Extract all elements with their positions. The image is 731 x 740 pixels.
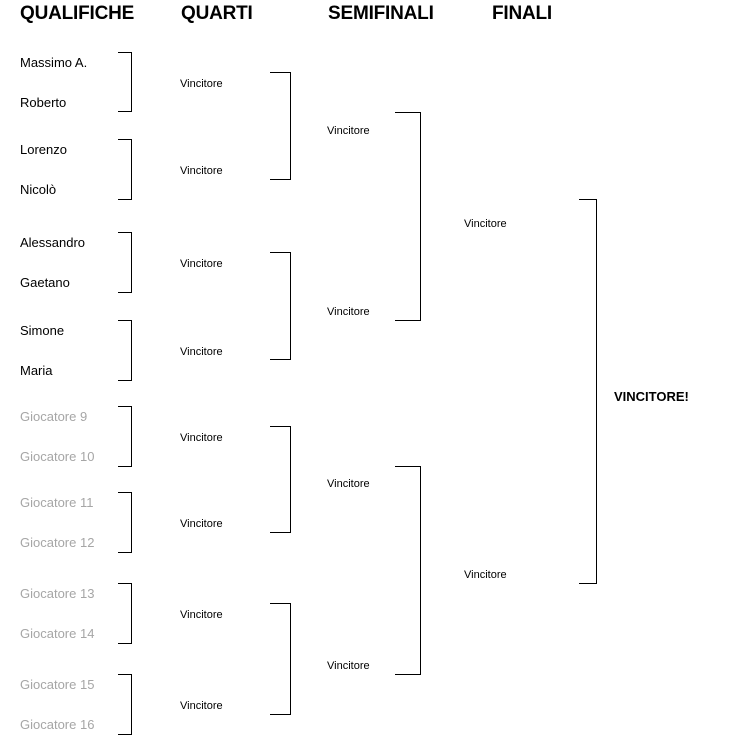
player-3: Lorenzo xyxy=(20,142,67,157)
player-11: Giocatore 11 xyxy=(20,495,94,510)
header-qualifiche: QUALIFICHE xyxy=(20,3,135,24)
finali-winner-2: Vincitore xyxy=(464,569,507,581)
bracket-qualifiche-6 xyxy=(118,492,132,553)
player-16: Giocatore 16 xyxy=(20,717,95,732)
semifinali-winner-3: Vincitore xyxy=(327,478,370,490)
player-8: Maria xyxy=(20,363,53,378)
player-14: Giocatore 14 xyxy=(20,626,95,641)
quarti-winner-6: Vincitore xyxy=(180,518,223,530)
quarti-winner-4: Vincitore xyxy=(180,346,223,358)
player-5: Alessandro xyxy=(20,235,86,250)
header-semifinali: SEMIFINALI xyxy=(328,3,434,24)
bracket-semifinali-2 xyxy=(395,466,421,675)
champion-label: VINCITORE! xyxy=(614,389,689,404)
player-10: Giocatore 10 xyxy=(20,449,95,464)
player-2: Roberto xyxy=(20,95,67,110)
bracket-qualifiche-7 xyxy=(118,583,132,644)
bracket-finali xyxy=(579,199,597,584)
bracket-qualifiche-8 xyxy=(118,674,132,735)
quarti-winner-5: Vincitore xyxy=(180,432,223,444)
quarti-winner-7: Vincitore xyxy=(180,609,223,621)
header-quarti: QUARTI xyxy=(181,3,253,24)
player-4: Nicolò xyxy=(20,182,57,197)
bracket-qualifiche-2 xyxy=(118,139,132,200)
player-12: Giocatore 12 xyxy=(20,535,95,550)
player-13: Giocatore 13 xyxy=(20,586,95,601)
header-finali: FINALI xyxy=(492,3,553,24)
semifinali-winner-4: Vincitore xyxy=(327,660,370,672)
quarti-winner-2: Vincitore xyxy=(180,165,223,177)
semifinali-winner-1: Vincitore xyxy=(327,125,370,137)
player-9: Giocatore 9 xyxy=(20,409,88,424)
quarti-winner-8: Vincitore xyxy=(180,700,223,712)
player-15: Giocatore 15 xyxy=(20,677,95,692)
player-6: Gaetano xyxy=(20,275,70,290)
quarti-winner-3: Vincitore xyxy=(180,258,223,270)
bracket-qualifiche-3 xyxy=(118,232,132,293)
bracket-quarti-2 xyxy=(270,252,291,360)
player-1: Massimo A. xyxy=(20,55,88,70)
bracket-qualifiche-5 xyxy=(118,406,132,467)
finali-winner-1: Vincitore xyxy=(464,218,507,230)
bracket-qualifiche-4 xyxy=(118,320,132,381)
player-7: Simone xyxy=(20,323,65,338)
bracket-quarti-4 xyxy=(270,603,291,715)
bracket-qualifiche-1 xyxy=(118,52,132,112)
bracket-quarti-1 xyxy=(270,72,291,180)
bracket-semifinali-1 xyxy=(395,112,421,321)
bracket-quarti-3 xyxy=(270,426,291,533)
quarti-winner-1: Vincitore xyxy=(180,78,223,90)
semifinali-winner-2: Vincitore xyxy=(327,306,370,318)
